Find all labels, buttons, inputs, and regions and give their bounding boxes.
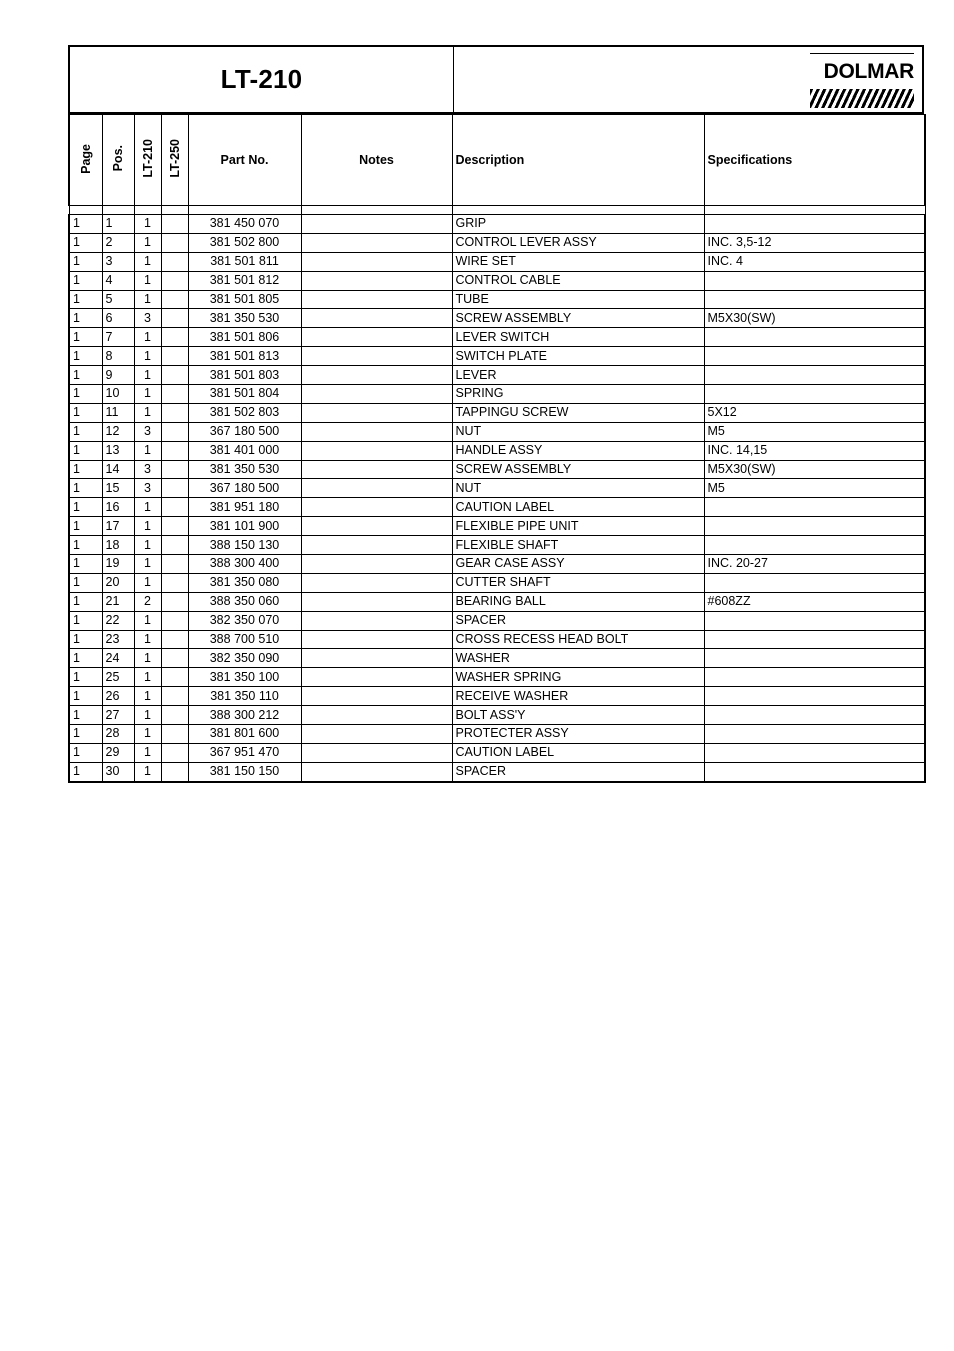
cell-page: 1: [69, 233, 102, 252]
cell-pos: 12: [102, 422, 134, 441]
cell-lt250: [161, 479, 188, 498]
cell-lt210: 3: [134, 422, 161, 441]
cell-part-no: 381 501 812: [188, 271, 301, 290]
cell-notes: [301, 385, 452, 404]
cell-specifications: [704, 215, 925, 234]
cell-notes: [301, 479, 452, 498]
cell-part-no: 388 300 400: [188, 555, 301, 574]
cell-page: 1: [69, 555, 102, 574]
cell-page: 1: [69, 385, 102, 404]
cell-part-no: 367 180 500: [188, 479, 301, 498]
cell-page: 1: [69, 725, 102, 744]
cell-notes: [301, 233, 452, 252]
cell-lt250: [161, 252, 188, 271]
cell-page: 1: [69, 460, 102, 479]
cell-description: SCREW ASSEMBLY: [452, 309, 704, 328]
cell-specifications: [704, 687, 925, 706]
cell-lt210: 1: [134, 555, 161, 574]
cell-pos: 10: [102, 385, 134, 404]
cell-lt250: [161, 555, 188, 574]
parts-sheet: [68, 45, 924, 783]
cell-notes: [301, 403, 452, 422]
table-row: [69, 309, 925, 328]
table-row: [69, 441, 925, 460]
cell-lt250: [161, 403, 188, 422]
cell-page: 1: [69, 252, 102, 271]
cell-page: 1: [69, 271, 102, 290]
cell-description: HANDLE ASSY: [452, 441, 704, 460]
cell-specifications: [704, 498, 925, 517]
col-specifications: Specifications: [704, 115, 925, 206]
table-row: [69, 611, 925, 630]
cell-part-no: 367 951 470: [188, 743, 301, 762]
cell-specifications: [704, 706, 925, 725]
col-lt210-label: LT-210: [140, 139, 155, 178]
cell-lt210: 1: [134, 498, 161, 517]
cell-page: 1: [69, 706, 102, 725]
cell-specifications: [704, 762, 925, 781]
cell-lt250: [161, 725, 188, 744]
cell-part-no: 381 501 813: [188, 347, 301, 366]
cell-lt250: [161, 441, 188, 460]
cell-specifications: [704, 573, 925, 592]
cell-notes: [301, 517, 452, 536]
cell-notes: [301, 762, 452, 781]
col-page: [69, 115, 102, 206]
cell-pos: 2: [102, 233, 134, 252]
col-notes: Notes: [301, 115, 452, 206]
cell-lt210: 1: [134, 706, 161, 725]
cell-part-no: 388 350 060: [188, 592, 301, 611]
cell-description: LEVER: [452, 366, 704, 385]
cell-part-no: 381 350 530: [188, 460, 301, 479]
cell-notes: [301, 252, 452, 271]
cell-description: PROTECTER ASSY: [452, 725, 704, 744]
cell-page: 1: [69, 403, 102, 422]
logo-rule: [810, 53, 914, 54]
cell-pos: 11: [102, 403, 134, 422]
cell-notes: [301, 743, 452, 762]
cell-lt210: 3: [134, 309, 161, 328]
cell-specifications: [704, 630, 925, 649]
cell-notes: [301, 630, 452, 649]
cell-lt210: 1: [134, 366, 161, 385]
cell-pos: 30: [102, 762, 134, 781]
cell-lt210: 1: [134, 252, 161, 271]
cell-description: FLEXIBLE SHAFT: [452, 536, 704, 555]
cell-page: 1: [69, 536, 102, 555]
brand-cell: [454, 47, 922, 112]
cell-lt250: [161, 328, 188, 347]
table-row: [69, 573, 925, 592]
cell-notes: [301, 706, 452, 725]
table-row: [69, 555, 925, 574]
cell-lt250: [161, 498, 188, 517]
cell-part-no: 381 502 803: [188, 403, 301, 422]
cell-page: 1: [69, 630, 102, 649]
cell-lt210: 3: [134, 479, 161, 498]
cell-pos: 29: [102, 743, 134, 762]
cell-description: SPACER: [452, 611, 704, 630]
cell-lt250: [161, 536, 188, 555]
cell-pos: 21: [102, 592, 134, 611]
cell-lt250: [161, 630, 188, 649]
cell-page: 1: [69, 592, 102, 611]
cell-lt250: [161, 592, 188, 611]
cell-description: BOLT ASS'Y: [452, 706, 704, 725]
cell-specifications: [704, 517, 925, 536]
cell-specifications: INC. 4: [704, 252, 925, 271]
cell-page: 1: [69, 479, 102, 498]
cell-pos: 26: [102, 687, 134, 706]
cell-description: WASHER: [452, 649, 704, 668]
cell-pos: 25: [102, 668, 134, 687]
cell-specifications: M5X30(SW): [704, 309, 925, 328]
cell-page: 1: [69, 649, 102, 668]
cell-notes: [301, 271, 452, 290]
cell-page: 1: [69, 347, 102, 366]
cell-notes: [301, 441, 452, 460]
cell-pos: 20: [102, 573, 134, 592]
cell-part-no: 381 502 800: [188, 233, 301, 252]
cell-part-no: 381 501 805: [188, 290, 301, 309]
col-lt250-label: LT-250: [167, 139, 182, 178]
cell-description: WIRE SET: [452, 252, 704, 271]
cell-notes: [301, 215, 452, 234]
cell-pos: 3: [102, 252, 134, 271]
cell-description: WASHER SPRING: [452, 668, 704, 687]
cell-specifications: [704, 385, 925, 404]
col-page-label: Page: [78, 143, 93, 174]
cell-notes: [301, 725, 452, 744]
cell-specifications: M5: [704, 479, 925, 498]
cell-lt210: 1: [134, 725, 161, 744]
model-title: LT-210: [220, 64, 303, 94]
col-lt210: [134, 115, 161, 206]
cell-description: CUTTER SHAFT: [452, 573, 704, 592]
cell-part-no: 382 350 070: [188, 611, 301, 630]
cell-description: FLEXIBLE PIPE UNIT: [452, 517, 704, 536]
cell-lt250: [161, 762, 188, 781]
cell-part-no: 388 150 130: [188, 536, 301, 555]
cell-pos: 22: [102, 611, 134, 630]
cell-specifications: [704, 536, 925, 555]
table-row: [69, 252, 925, 271]
cell-description: SWITCH PLATE: [452, 347, 704, 366]
cell-specifications: #608ZZ: [704, 592, 925, 611]
cell-part-no: 381 350 530: [188, 309, 301, 328]
cell-lt250: [161, 290, 188, 309]
table-row: [69, 385, 925, 404]
cell-pos: 14: [102, 460, 134, 479]
cell-pos: 13: [102, 441, 134, 460]
cell-specifications: 5X12: [704, 403, 925, 422]
cell-part-no: 381 951 180: [188, 498, 301, 517]
cell-lt250: [161, 385, 188, 404]
cell-pos: 24: [102, 649, 134, 668]
table-row: [69, 649, 925, 668]
logo-text: DOLMAR: [823, 60, 914, 83]
table-row: [69, 725, 925, 744]
table-row: [69, 422, 925, 441]
cell-part-no: 381 501 806: [188, 328, 301, 347]
cell-lt250: [161, 743, 188, 762]
cell-description: CAUTION LABEL: [452, 498, 704, 517]
cell-lt210: 1: [134, 271, 161, 290]
table-row: [69, 630, 925, 649]
cell-lt210: 1: [134, 668, 161, 687]
cell-pos: 17: [102, 517, 134, 536]
cell-description: BEARING BALL: [452, 592, 704, 611]
cell-specifications: [704, 725, 925, 744]
cell-pos: 7: [102, 328, 134, 347]
cell-specifications: [704, 290, 925, 309]
cell-lt250: [161, 668, 188, 687]
cell-lt210: 1: [134, 536, 161, 555]
table-row: [69, 668, 925, 687]
cell-description: TUBE: [452, 290, 704, 309]
cell-pos: 5: [102, 290, 134, 309]
cell-lt250: [161, 687, 188, 706]
table-row: [69, 233, 925, 252]
cell-lt250: [161, 460, 188, 479]
table-row: [69, 403, 925, 422]
cell-lt250: [161, 706, 188, 725]
cell-specifications: [704, 668, 925, 687]
cell-part-no: 381 801 600: [188, 725, 301, 744]
cell-page: 1: [69, 309, 102, 328]
cell-pos: 16: [102, 498, 134, 517]
cell-lt250: [161, 517, 188, 536]
table-row: [69, 592, 925, 611]
cell-part-no: 381 150 150: [188, 762, 301, 781]
col-description: Description: [452, 115, 704, 206]
cell-description: CROSS RECESS HEAD BOLT: [452, 630, 704, 649]
cell-lt210: 1: [134, 403, 161, 422]
cell-page: 1: [69, 215, 102, 234]
table-row: [69, 460, 925, 479]
table-body: [69, 206, 925, 782]
cell-lt210: 1: [134, 630, 161, 649]
cell-lt250: [161, 422, 188, 441]
cell-description: CONTROL CABLE: [452, 271, 704, 290]
cell-description: CAUTION LABEL: [452, 743, 704, 762]
table-row: [69, 762, 925, 781]
cell-lt210: 1: [134, 233, 161, 252]
table-row: [69, 706, 925, 725]
table-row: [69, 290, 925, 309]
cell-notes: [301, 649, 452, 668]
cell-page: 1: [69, 611, 102, 630]
cell-pos: 8: [102, 347, 134, 366]
cell-pos: 4: [102, 271, 134, 290]
table-row: [69, 366, 925, 385]
cell-notes: [301, 687, 452, 706]
cell-pos: 15: [102, 479, 134, 498]
cell-description: RECEIVE WASHER: [452, 687, 704, 706]
cell-pos: 27: [102, 706, 134, 725]
cell-notes: [301, 309, 452, 328]
table-row: [69, 479, 925, 498]
cell-notes: [301, 366, 452, 385]
cell-page: 1: [69, 441, 102, 460]
sheet-header: [68, 45, 924, 114]
cell-description: LEVER SWITCH: [452, 328, 704, 347]
cell-lt210: 1: [134, 290, 161, 309]
cell-part-no: 381 101 900: [188, 517, 301, 536]
cell-notes: [301, 611, 452, 630]
cell-pos: 1: [102, 215, 134, 234]
cell-part-no: 388 300 212: [188, 706, 301, 725]
cell-description: GEAR CASE ASSY: [452, 555, 704, 574]
table-row: [69, 498, 925, 517]
cell-lt250: [161, 309, 188, 328]
cell-lt250: [161, 573, 188, 592]
cell-lt250: [161, 366, 188, 385]
table-row: [69, 347, 925, 366]
cell-notes: [301, 290, 452, 309]
dolmar-logo: [810, 53, 914, 108]
cell-part-no: 381 350 080: [188, 573, 301, 592]
cell-specifications: INC. 20-27: [704, 555, 925, 574]
cell-lt250: [161, 271, 188, 290]
cell-description: TAPPINGU SCREW: [452, 403, 704, 422]
cell-page: 1: [69, 743, 102, 762]
cell-part-no: 381 501 811: [188, 252, 301, 271]
cell-lt210: 1: [134, 573, 161, 592]
cell-description: CONTROL LEVER ASSY: [452, 233, 704, 252]
cell-lt210: 2: [134, 592, 161, 611]
cell-part-no: 381 350 100: [188, 668, 301, 687]
cell-specifications: M5: [704, 422, 925, 441]
col-part-no: Part No.: [188, 115, 301, 206]
cell-specifications: [704, 347, 925, 366]
cell-specifications: [704, 649, 925, 668]
table-row: [69, 517, 925, 536]
cell-pos: 28: [102, 725, 134, 744]
cell-notes: [301, 328, 452, 347]
table-row: [69, 743, 925, 762]
cell-notes: [301, 555, 452, 574]
cell-page: 1: [69, 517, 102, 536]
cell-part-no: 388 700 510: [188, 630, 301, 649]
cell-lt210: 3: [134, 460, 161, 479]
cell-pos: 6: [102, 309, 134, 328]
cell-description: SPRING: [452, 385, 704, 404]
cell-notes: [301, 347, 452, 366]
model-cell: [70, 47, 454, 112]
cell-lt210: 1: [134, 743, 161, 762]
cell-page: 1: [69, 498, 102, 517]
table-row: [69, 536, 925, 555]
cell-pos: 18: [102, 536, 134, 555]
cell-pos: 23: [102, 630, 134, 649]
header-gap: [69, 206, 925, 215]
cell-part-no: 381 450 070: [188, 215, 301, 234]
cell-part-no: 381 350 110: [188, 687, 301, 706]
cell-part-no: 367 180 500: [188, 422, 301, 441]
col-lt250: [161, 115, 188, 206]
table-row: [69, 215, 925, 234]
cell-page: 1: [69, 668, 102, 687]
cell-lt210: 1: [134, 441, 161, 460]
cell-specifications: INC. 3,5-12: [704, 233, 925, 252]
col-pos-label: Pos.: [111, 145, 125, 172]
cell-description: GRIP: [452, 215, 704, 234]
cell-lt210: 1: [134, 611, 161, 630]
cell-part-no: 381 501 804: [188, 385, 301, 404]
cell-page: 1: [69, 366, 102, 385]
cell-lt210: 1: [134, 687, 161, 706]
cell-specifications: [704, 366, 925, 385]
cell-specifications: M5X30(SW): [704, 460, 925, 479]
table-header-row: [69, 115, 925, 206]
cell-notes: [301, 536, 452, 555]
cell-specifications: [704, 743, 925, 762]
cell-part-no: 381 501 803: [188, 366, 301, 385]
cell-lt250: [161, 649, 188, 668]
table-row: [69, 271, 925, 290]
logo-stripes-icon: [810, 89, 914, 108]
cell-part-no: 382 350 090: [188, 649, 301, 668]
table-row: [69, 687, 925, 706]
cell-description: SCREW ASSEMBLY: [452, 460, 704, 479]
cell-lt250: [161, 233, 188, 252]
cell-page: 1: [69, 422, 102, 441]
cell-page: 1: [69, 290, 102, 309]
cell-lt210: 1: [134, 649, 161, 668]
cell-description: NUT: [452, 479, 704, 498]
cell-page: 1: [69, 328, 102, 347]
cell-notes: [301, 573, 452, 592]
cell-page: 1: [69, 687, 102, 706]
cell-notes: [301, 422, 452, 441]
cell-specifications: INC. 14,15: [704, 441, 925, 460]
cell-page: 1: [69, 573, 102, 592]
cell-lt210: 1: [134, 385, 161, 404]
cell-description: NUT: [452, 422, 704, 441]
cell-notes: [301, 668, 452, 687]
cell-lt210: 1: [134, 517, 161, 536]
parts-table: [68, 114, 926, 783]
cell-lt210: 1: [134, 328, 161, 347]
cell-specifications: [704, 328, 925, 347]
cell-description: SPACER: [452, 762, 704, 781]
cell-pos: 19: [102, 555, 134, 574]
cell-part-no: 381 401 000: [188, 441, 301, 460]
cell-notes: [301, 460, 452, 479]
cell-lt210: 1: [134, 347, 161, 366]
cell-specifications: [704, 611, 925, 630]
cell-specifications: [704, 271, 925, 290]
cell-lt250: [161, 347, 188, 366]
cell-notes: [301, 498, 452, 517]
cell-lt250: [161, 611, 188, 630]
table-row: [69, 328, 925, 347]
cell-lt210: 1: [134, 762, 161, 781]
cell-lt210: 1: [134, 215, 161, 234]
col-pos: [102, 115, 134, 206]
cell-notes: [301, 592, 452, 611]
cell-pos: 9: [102, 366, 134, 385]
cell-page: 1: [69, 762, 102, 781]
cell-lt250: [161, 215, 188, 234]
